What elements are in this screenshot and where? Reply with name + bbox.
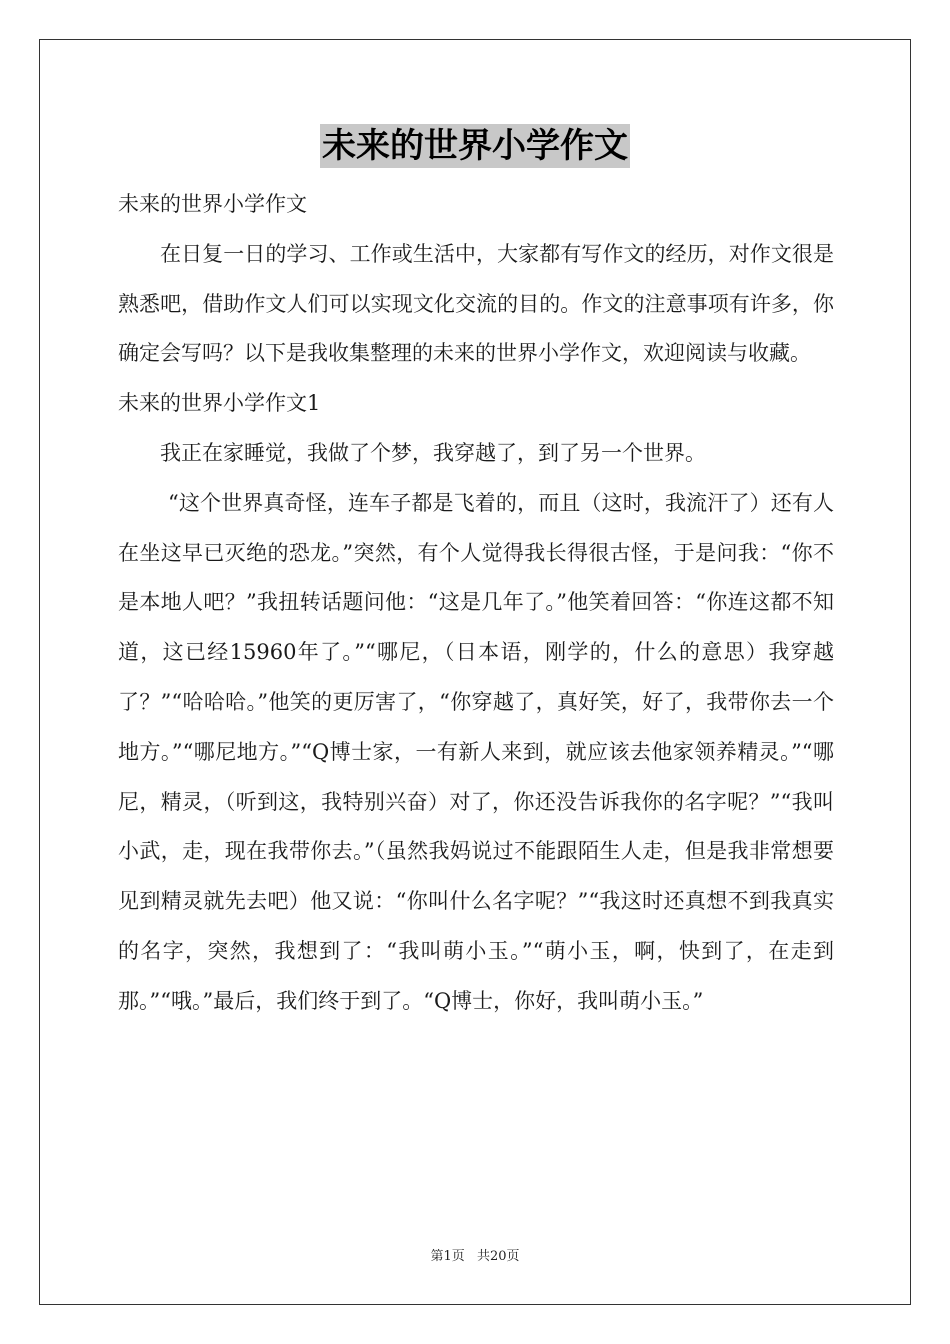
document-body (118, 180, 834, 1027)
story-paragraph-2: “这个世界真奇怪，连车子都是飞着的，而且（这时，我流汗了）还有人在坐这早已灭绝的恐龙。”突然，有个人觉得我长得很古怪，于是问我：“你不是本地人吧？”我扭转话题问他：“这是几年了。”他笑着回答：“你连这都不知道，这已经15960年了。”“哪尼，（日本语，刚学的，什么的意思）我穿越了？”“哈哈哈。”他笑的更厉害了，“你穿越了，真好笑，好了，我带你去一个地方。”“哪尼地方。”“Q博士家，一有新人来到，就应该去他家领养精灵。”“哪尼，精灵，（听到这，我特别兴奋）对了，你还没告诉我你的名字呢？”“我叫小武，走，现在我带你去。”（虽然我妈说过不能跟陌生人走，但是我非常想要见到精灵就先去吧）他又说：“你叫什么名字呢？”“我这时还真想不到我真实的名字，突然，我想到了：“我叫萌小玉。”“萌小玉，啊，快到了，在走到那。”“哦。”最后，我们终于到了。“Q博士，你好，我叫萌小玉。” (118, 490, 834, 1013)
page-footer (0, 1245, 950, 1264)
page-number: 第1页 (430, 1249, 465, 1264)
subtitle-line: 未来的世界小学作文 (118, 192, 307, 216)
title-container (0, 124, 950, 168)
story-paragraph-1: 我正在家睡觉，我做了个梦，我穿越了，到了另一个世界。 (160, 440, 706, 465)
document-title: 未来的世界小学作文 (322, 126, 628, 166)
intro-paragraph: 在日复一日的学习、工作或生活中，大家都有写作文的经历，对作文很是熟悉吧，借助作文人们可以实现文化交流的目的。作文的注意事项有许多，你确定会写吗？以下是我收集整理的未来的世界小学作文，欢迎阅读与收藏。 (118, 241, 834, 366)
section-heading-1: 未来的世界小学作文1 (118, 391, 321, 416)
page-total: 共20页 (476, 1249, 520, 1264)
